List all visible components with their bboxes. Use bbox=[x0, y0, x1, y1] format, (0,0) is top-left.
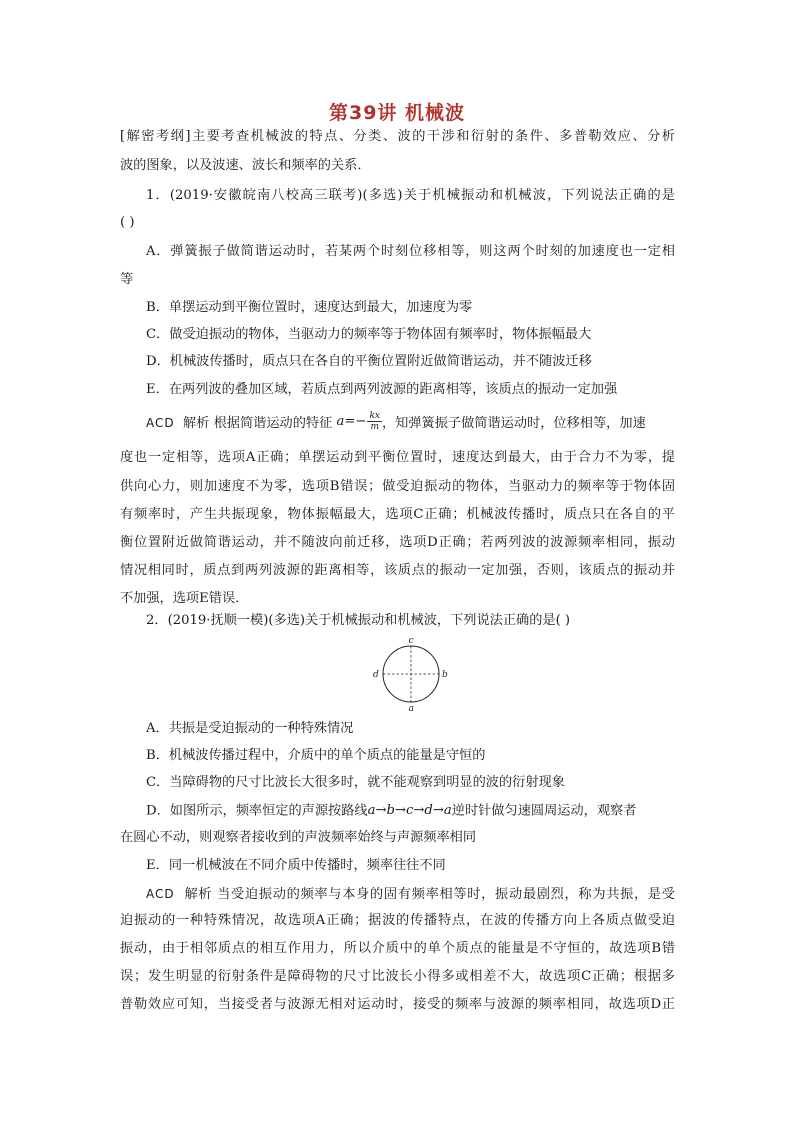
formula-lhs: a=− bbox=[336, 414, 367, 429]
q1-stem-line-2: ( ) bbox=[120, 215, 135, 230]
circle-path-diagram bbox=[370, 636, 452, 712]
q1-explanation-line-3: 供向心力，则加速度不为零，选项B错误；做受迫振动的物体，当驱动力的频率等于物体固 bbox=[120, 479, 675, 494]
point-label-b: b bbox=[442, 670, 448, 680]
point-label-d: d bbox=[373, 670, 379, 680]
q2-explanation-line-5: 普勒效应可知，当接受者与波源无相对运动时，接受的频率与波源的频率相同，故选项D正 bbox=[120, 997, 675, 1012]
page-title: 第39讲 机械波 bbox=[328, 102, 466, 124]
q1-explanation-line-2: 度也一定相等，选项A正确；单摆运动到平衡位置时，速度达到最大，由于合力不为零，提 bbox=[120, 450, 675, 465]
q2-answer: ACD bbox=[146, 887, 175, 901]
q1-explanation-line-6: 情况相同时，质点到两列波源的距离相等，该质点的振动一定加强，否则，该质点的振动并 bbox=[120, 563, 675, 578]
q1-explanation-line-7: 不加强，选项E错误． bbox=[120, 591, 249, 606]
q1-explanation-tail: ，知弹簧振子做简谐运动时，位移相等，加速 bbox=[381, 416, 646, 431]
q2-stem: 2．(2019·抚顺一模)(多选)关于机械振动和机械波，下列说法正确的是( ) bbox=[146, 613, 571, 628]
q1-explanation-line-1 bbox=[146, 413, 646, 434]
point-label-c: c bbox=[408, 636, 414, 646]
q1-option-c: C．做受迫振动的物体，当驱动力的频率等于物体固有频率时，物体振幅最大 bbox=[146, 327, 592, 342]
circle-path-figure bbox=[370, 636, 452, 712]
q2-option-a: A．共振是受迫振动的一种特殊情况 bbox=[146, 721, 354, 736]
q2-explanation-line-2: 迫振动的一种特殊情况，故选项A正确；据波的传播特点，在波的传播方向上各质点做受迫 bbox=[120, 913, 675, 928]
point-label-a: a bbox=[408, 704, 414, 712]
q1-answer: ACD bbox=[146, 416, 175, 430]
q2-option-d-path: a→b→c→d→a bbox=[367, 803, 452, 818]
q1-option-e: E．在两列波的叠加区域，若质点到两列波源的距离相等，该质点的振动一定加强 bbox=[146, 382, 618, 397]
q2-explanation-line-3: 振动，由于相邻质点的相互作用力，所以介质中的单个质点的能量是不守恒的，故选项B错 bbox=[120, 941, 675, 956]
q2-option-d-line-2: 在圆心不动，则观察者接收到的声波频率始终与声源频率相同 bbox=[120, 830, 477, 845]
q2-explanation-first: 解析 当受迫振动的频率与本身的固有频率相等时，振动最剧烈，称为共振，是受 bbox=[184, 887, 675, 902]
q2-explanation-line-4: 误；发生明显的衍射条件是障碍物的尺寸比波长小得多或相差不大，故选项C正确；根据多 bbox=[120, 969, 675, 984]
q1-stem-line-1: 1．(2019·安徽皖南八校高三联考)(多选)关于机械振动和机械波，下列说法正确的是 bbox=[146, 188, 675, 203]
q1-explanation-line-4: 有频率时，产生共振现象，物体振幅最大，选项C正确；机械波传播时，质点只在各自的平 bbox=[120, 507, 675, 522]
q2-option-e: E．同一机械波在不同介质中传播时，频率往往不同 bbox=[146, 858, 446, 873]
q2-option-d-line-1 bbox=[146, 802, 636, 821]
acceleration-formula bbox=[336, 411, 382, 432]
formula-numerator: kx bbox=[369, 411, 380, 421]
q1-option-a-line-2: 等 bbox=[120, 272, 134, 287]
q2-option-c: C．当障碍物的尺寸比波长大很多时，就不能观察到明显的波的衍射现象 bbox=[146, 775, 565, 790]
q1-option-b: B．单摆运动到平衡位置时，速度达到最大，加速度为零 bbox=[146, 300, 473, 315]
intro-line-2: 波的图象，以及波速、波长和频率的关系． bbox=[120, 158, 371, 173]
q2-explanation-line-1 bbox=[146, 885, 675, 904]
q2-option-b: B．机械波传播过程中，介质中的单个质点的能量是守恒的 bbox=[146, 748, 486, 763]
q1-explanation-head: 解析 根据简谐运动的特征 bbox=[183, 416, 333, 431]
q2-option-d-pre: D．如图所示，频率恒定的声源按路线 bbox=[146, 803, 368, 819]
q1-option-d: D．机械波传播时，质点只在各自的平衡位置附近做简谐运动，并不随波迁移 bbox=[146, 354, 592, 369]
q1-option-a-line-1: A．弹簧振子做简谐运动时，若某两个时刻位移相等，则这两个时刻的加速度也一定相 bbox=[146, 244, 675, 259]
q2-option-d-post: 逆时针做匀速圆周运动，观察者 bbox=[451, 803, 637, 819]
intro-line-1: [解密考纲]主要考查机械波的特点、分类、波的干涉和衍射的条件、多普勒效应、分析 bbox=[120, 129, 675, 144]
q1-explanation-line-5: 衡位置附近做简谐运动，并不随波向前迁移，选项D正确；若两列波的波源频率相同，振动 bbox=[120, 535, 675, 550]
formula-denominator: m bbox=[370, 422, 379, 432]
formula-fraction bbox=[367, 411, 382, 432]
